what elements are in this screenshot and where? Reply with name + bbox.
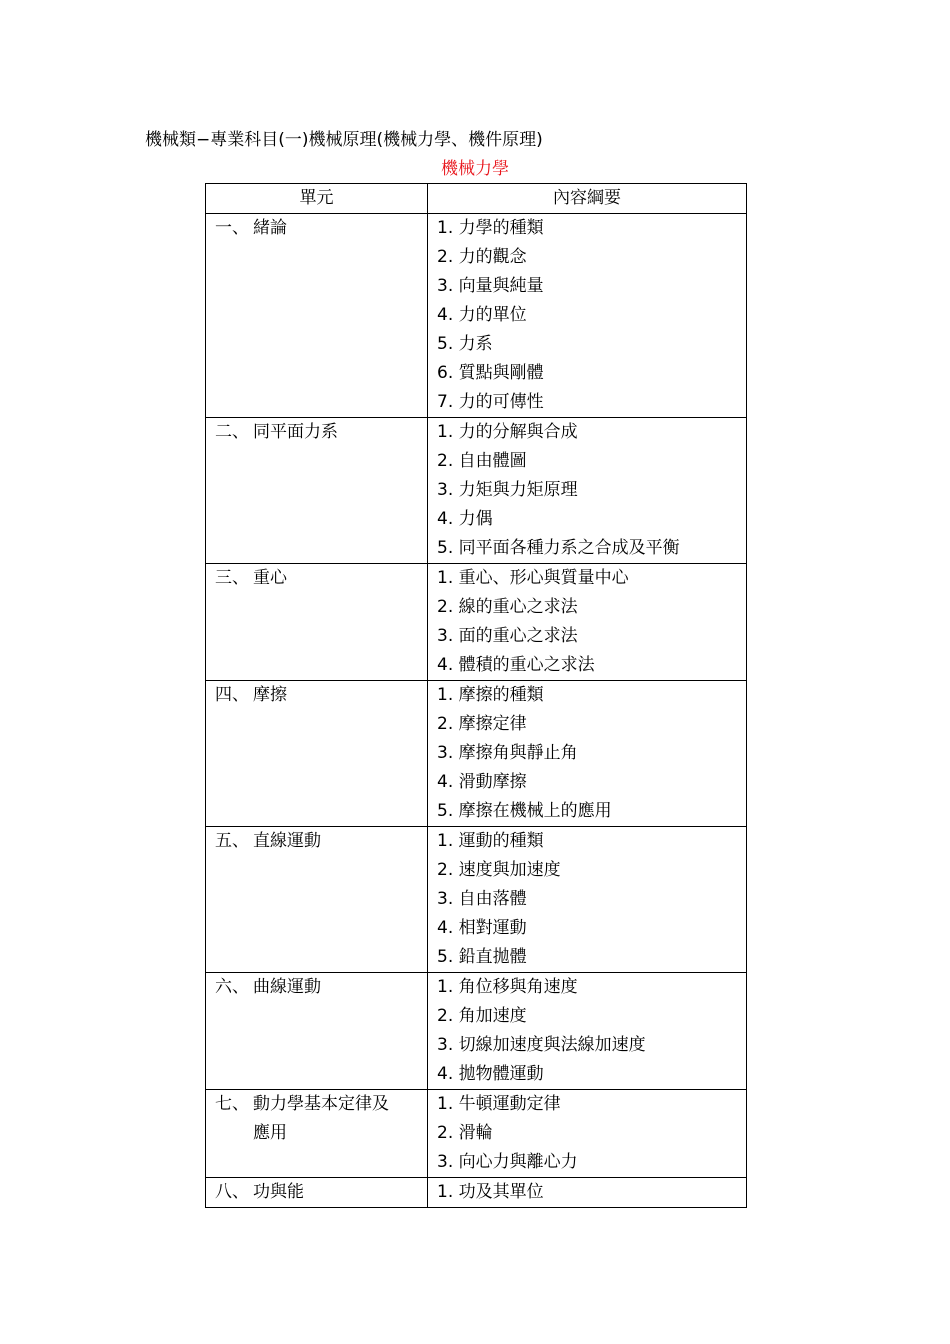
unit-heading	[215, 1178, 427, 1207]
content-list	[437, 214, 746, 417]
unit-cell	[206, 827, 428, 973]
unit-cell	[206, 214, 428, 418]
unit-name-continuation: 應用	[253, 1123, 287, 1143]
unit-cell	[206, 1178, 428, 1208]
list-item: 4. 力的單位	[437, 305, 527, 325]
unit-heading	[215, 214, 427, 243]
content-list	[437, 1090, 746, 1177]
unit-number: 六、	[215, 977, 249, 997]
list-item: 1. 力的分解與合成	[437, 422, 578, 442]
table-row	[206, 1178, 747, 1208]
unit-name: 緒論	[253, 218, 287, 238]
list-item: 3. 向量與純量	[437, 276, 544, 296]
table-row	[206, 973, 747, 1090]
unit-heading	[215, 418, 427, 447]
unit-name: 動力學基本定律及	[253, 1094, 389, 1114]
content-cell	[428, 973, 747, 1090]
table-body	[206, 214, 747, 1208]
unit-name: 摩擦	[253, 685, 287, 705]
column-header-content: 內容綱要	[428, 184, 747, 214]
table-row	[206, 564, 747, 681]
unit-name: 同平面力系	[253, 422, 338, 442]
list-item: 1. 力學的種類	[437, 218, 544, 238]
unit-number: 一、	[215, 218, 249, 238]
list-item: 7. 力的可傳性	[437, 392, 544, 412]
list-item: 1. 運動的種類	[437, 831, 544, 851]
table-header-row	[206, 184, 747, 214]
list-item: 2. 線的重心之求法	[437, 597, 578, 617]
list-item: 4. 力偶	[437, 509, 493, 529]
content-list	[437, 564, 746, 680]
unit-name: 直線運動	[253, 831, 321, 851]
list-item: 2. 力的觀念	[437, 247, 527, 267]
unit-number: 三、	[215, 568, 249, 588]
content-cell	[428, 827, 747, 973]
unit-heading	[215, 973, 427, 1002]
list-item: 4. 滑動摩擦	[437, 772, 527, 792]
list-item: 4. 體積的重心之求法	[437, 655, 595, 675]
column-header-unit: 單元	[206, 184, 428, 214]
content-list	[437, 681, 746, 826]
syllabus-table	[205, 183, 747, 1208]
list-item: 3. 切線加速度與法線加速度	[437, 1035, 646, 1055]
list-item: 4. 相對運動	[437, 918, 527, 938]
unit-number: 五、	[215, 831, 249, 851]
table-row	[206, 681, 747, 827]
table-row	[206, 1090, 747, 1178]
unit-number: 七、	[215, 1094, 249, 1114]
list-item: 2. 速度與加速度	[437, 860, 561, 880]
unit-cell	[206, 973, 428, 1090]
list-item: 3. 向心力與離心力	[437, 1152, 578, 1172]
list-item: 3. 力矩與力矩原理	[437, 480, 578, 500]
content-list	[437, 973, 746, 1089]
list-item: 3. 面的重心之求法	[437, 626, 578, 646]
list-item: 4. 拋物體運動	[437, 1064, 544, 1084]
unit-cell	[206, 564, 428, 681]
list-item: 5. 摩擦在機械上的應用	[437, 801, 612, 821]
list-item: 1. 重心、形心與質量中心	[437, 568, 629, 588]
unit-heading	[215, 564, 427, 593]
table-row	[206, 214, 747, 418]
list-item: 2. 摩擦定律	[437, 714, 527, 734]
unit-number: 四、	[215, 685, 249, 705]
list-item: 2. 自由體圖	[437, 451, 527, 471]
list-item: 5. 力系	[437, 334, 493, 354]
content-cell	[428, 214, 747, 418]
list-item: 3. 摩擦角與靜止角	[437, 743, 578, 763]
content-cell	[428, 1178, 747, 1208]
content-list	[437, 418, 746, 563]
content-cell	[428, 1090, 747, 1178]
content-list	[437, 1178, 746, 1207]
list-item: 5. 鉛直拋體	[437, 947, 527, 967]
list-item: 5. 同平面各種力系之合成及平衡	[437, 538, 680, 558]
section-title: 機械力學	[441, 159, 509, 179]
unit-heading	[215, 1090, 427, 1119]
unit-heading	[215, 681, 427, 710]
unit-name: 曲線運動	[253, 977, 321, 997]
list-item: 1. 角位移與角速度	[437, 977, 578, 997]
content-cell	[428, 564, 747, 681]
unit-name: 重心	[253, 568, 287, 588]
list-item: 6. 質點與剛體	[437, 363, 544, 383]
list-item: 1. 摩擦的種類	[437, 685, 544, 705]
table-row	[206, 827, 747, 973]
list-item: 3. 自由落體	[437, 889, 527, 909]
unit-heading	[215, 827, 427, 856]
list-item: 2. 角加速度	[437, 1006, 527, 1026]
unit-cell	[206, 681, 428, 827]
content-cell	[428, 681, 747, 827]
content-cell	[428, 418, 747, 564]
unit-cell	[206, 1090, 428, 1178]
list-item: 1. 功及其單位	[437, 1182, 544, 1202]
content-list	[437, 827, 746, 972]
document-header: 機械類−專業科目(一)機械原理(機械力學、機件原理)	[145, 130, 543, 150]
unit-cell	[206, 418, 428, 564]
unit-name: 功與能	[253, 1182, 304, 1202]
list-item: 1. 牛頓運動定律	[437, 1094, 561, 1114]
unit-number: 二、	[215, 422, 249, 442]
table-row	[206, 418, 747, 564]
list-item: 2. 滑輪	[437, 1123, 493, 1143]
unit-number: 八、	[215, 1182, 249, 1202]
